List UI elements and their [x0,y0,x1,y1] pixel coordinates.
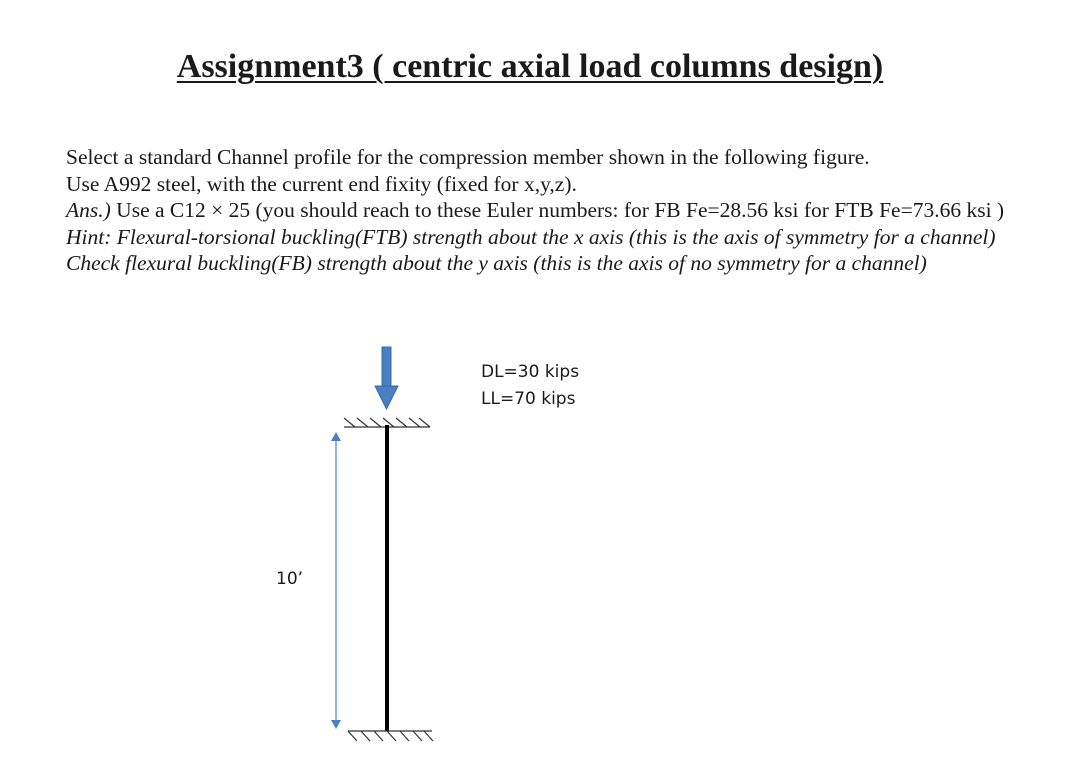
bottom-fixed-support [348,731,433,741]
answer-label: Ans.) [66,198,111,222]
live-load-label: LL=70 kips [481,389,576,409]
answer-body: Use a C12 × 25 (you should reach to these Euler numbers: for FB Fe=28.56 ksi for FTB Fe=73.66 ksi ) [110,198,1005,222]
load-arrow-icon [375,347,398,409]
assignment-title: Assignment3 ( centric axial load columns design) [176,48,884,85]
statement-line-2: Use A992 steel, with the current end fixity (fixed for x,y,z). [66,171,577,196]
length-dimension [331,432,341,729]
column-length-label: 10’ [276,569,304,589]
dead-load-label: DL=30 kips [481,362,580,382]
hint-text: Hint: Flexural-torsional buckling(FTB) strength about the x axis (this is the axis of symmetry for a channel) Check flexural buckling(FB) strength about the y axis (this is the axis of no symmetry for a channel) [66,224,996,275]
statement-line-1: Select a standard Channel profile for the compression member shown in the following figure. [66,145,870,169]
